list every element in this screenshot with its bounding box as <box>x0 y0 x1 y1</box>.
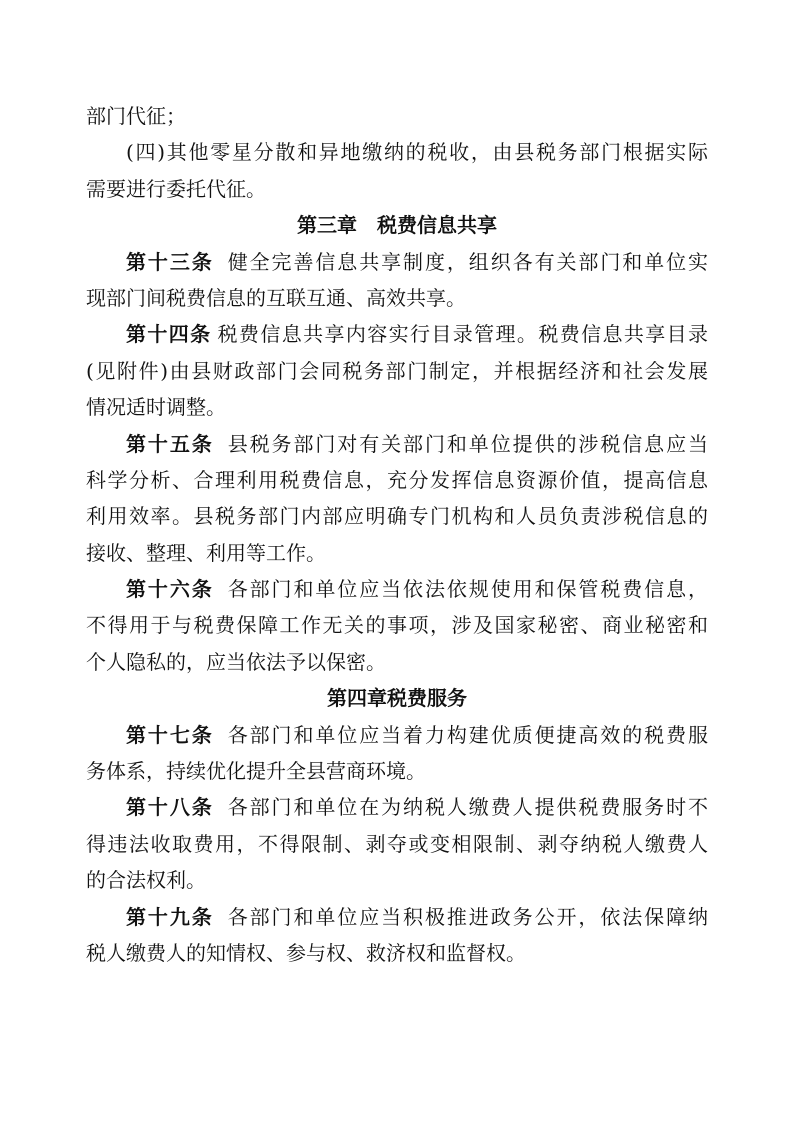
document-page <box>86 98 708 971</box>
article-18 <box>86 789 708 825</box>
article-text: 健全完善信息共享制度，组织各有关部门和单位实 <box>227 249 709 274</box>
article-13-cont <box>86 280 708 316</box>
article-text: 各部门和单位应当着力构建优质便捷高效的税费服 <box>227 722 709 747</box>
article-text: 利用效率。县税务部门内部应明确专门机构和人员负责涉税信息的 <box>86 504 708 529</box>
article-text: 务体系，持续优化提升全县营商环境。 <box>86 759 426 784</box>
article-text: 个人隐私的，应当依法予以保密。 <box>86 649 386 674</box>
article-text: 现部门间税费信息的互联互通、高效共享。 <box>86 285 466 310</box>
paragraph-item-4 <box>86 134 708 170</box>
article-14 <box>86 316 708 352</box>
article-19-label: 第十九条 <box>126 904 214 929</box>
article-15-label: 第十五条 <box>126 431 214 456</box>
article-15 <box>86 426 708 462</box>
article-text: 的合法权利。 <box>86 868 206 893</box>
article-19-cont <box>86 935 708 971</box>
article-19 <box>86 899 708 935</box>
paragraph-item-4-cont <box>86 171 708 207</box>
chapter-3-heading: 第三章 税费信息共享 <box>297 213 497 238</box>
article-text: (见附件)由县财政部门会同税务部门制定，并根据经济和社会发展 <box>86 358 708 383</box>
article-14-cont <box>86 353 708 389</box>
paragraph-text: 部门代征； <box>86 104 186 128</box>
article-text: 各部门和单位应当积极推进政务公开，依法保障纳 <box>227 904 709 929</box>
article-13 <box>86 244 708 280</box>
article-18-cont <box>86 862 708 898</box>
article-text: 情况适时调整。 <box>86 395 226 420</box>
article-16-cont <box>86 644 708 680</box>
article-text: 得违法收取费用，不得限制、剥夺或变相限制、剥夺纳税人缴费人 <box>86 831 708 856</box>
article-16-cont <box>86 607 708 643</box>
article-18-cont <box>86 826 708 862</box>
article-17 <box>86 717 708 753</box>
article-14-cont <box>86 389 708 425</box>
article-text: 科学分析、合理利用税费信息，充分发挥信息资源价值，提高信息 <box>86 467 708 492</box>
paragraph-text: 需要进行委托代征。 <box>86 176 266 201</box>
article-text: 接收、整理、利用等工作。 <box>86 540 326 565</box>
article-17-cont <box>86 753 708 789</box>
article-14-label: 第十四条 <box>126 322 212 347</box>
article-text: 县税务部门对有关部门和单位提供的涉税信息应当 <box>227 431 709 456</box>
chapter-4-heading: 第四章税费服务 <box>327 686 467 711</box>
paragraph-text: (四)其他零星分散和异地缴纳的税收，由县税务部门根据实际 <box>126 140 708 165</box>
article-15-cont <box>86 498 708 534</box>
paragraph-continuation <box>86 98 708 134</box>
article-18-label: 第十八条 <box>126 795 214 820</box>
article-text: 不得用于与税费保障工作无关的事项，涉及国家秘密、商业秘密和 <box>86 613 708 638</box>
article-text: 各部门和单位应当依法依规使用和保管税费信息， <box>227 577 709 602</box>
article-17-label: 第十七条 <box>126 722 214 747</box>
article-text: 税费信息共享内容实行目录管理。税费信息共享目录 <box>217 322 709 347</box>
article-text: 各部门和单位在为纳税人缴费人提供税费服务时不 <box>227 795 709 820</box>
article-text: 税人缴费人的知情权、参与权、救济权和监督权。 <box>86 940 526 965</box>
article-15-cont <box>86 535 708 571</box>
article-13-label: 第十三条 <box>126 249 214 274</box>
article-16-label: 第十六条 <box>126 577 214 602</box>
article-16 <box>86 571 708 607</box>
article-15-cont <box>86 462 708 498</box>
